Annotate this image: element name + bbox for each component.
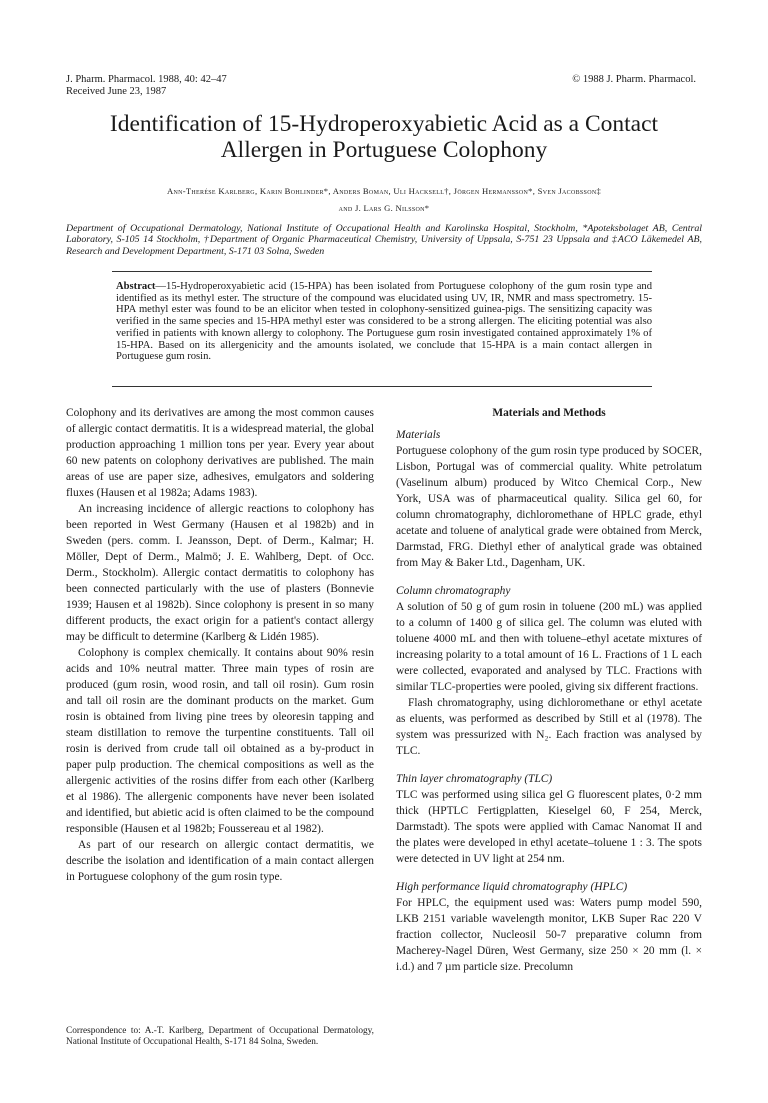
abstract xyxy=(116,281,652,363)
subheading-tlc: Thin layer chromatography (TLC) xyxy=(396,773,553,785)
right-column xyxy=(396,405,702,975)
materials-text: Portuguese colophony of the gum rosin type produced by SOCER, Lisbon, Portugal was of commercial quality. White petrolatum (Vaselinum album) produced by Witco Chemical Corp., New York, USA was of pharmaceutical quality. Silica gel 60, for column chromatography, dichloromethane of HPLC grade, ethyl acetate and toluene of analytical grade were obtained from Merck, Darmstad, FRG. Diethyl ether of analytical grade was obtained from May & Baker Ltd., Dagenham, UK. xyxy=(396,445,702,569)
abstract-label: Abstract xyxy=(116,281,156,292)
flash-chromatography-text: Flash chromatography, using dichloromethane or ethyl acetate as eluents, was performed as described by Still et al (1978). The system was pressurized with N₂. Each fraction was analysed by TLC. xyxy=(396,697,702,757)
section-heading-methods: Materials and Methods xyxy=(492,407,606,419)
column-chromatography-text: A solution of 50 g of gum rosin in toluene (200 mL) was applied to a column of 1400 g of silica gel. The column was eluted with toluene 4000 mL and then with toluene–ethyl acetate mixtures of increasing polarity to a total amount of 16 L. Fractions of 1 L each were collected, evaporated and analysed by TLC. Fractions with similar TLC-properties were pooled, giving six different fractions. xyxy=(396,601,702,693)
abstract-bottom-rule xyxy=(112,386,652,387)
left-column xyxy=(66,405,374,885)
title-line-1: Identification of 15-Hydroperoxyabietic Acid as a Contact xyxy=(109,111,659,137)
journal-citation: J. Pharm. Pharmacol. 1988, 40: 42–47 xyxy=(66,74,227,85)
tlc-text: TLC was performed using silica gel G fluorescent plates, 0·2 mm thick (HPTLC Fertigplatten, Kieselgel 60, F 254, Merck, Darmstadt). The spots were applied with Camac Nanomat II and the plates were developed in ethyl acetate–toluene 1 : 3. The spots were detected in UV light at 254 nm. xyxy=(396,789,702,865)
journal-reference xyxy=(66,74,227,98)
abstract-text: —15-Hydroperoxyabietic acid (15-HPA) has been isolated from Portuguese colophony of the gum rosin type and identified as its methyl ester. The structure of the compound was elucidated using UV, IR, NMR and mass spectrometry. 15-HPA methyl ester was found to be an elicitor when tested in colophony-sensitized guinea-pigs. The sensitizing capacity was verified in the same species and 15-HPA methyl ester was considered to be a strong allergen. The eliciting potential was also verified in patients with known allergy to colophony. The Portuguese gum rosin investigated contained approximately 1% of 15-HPA. Based on its allergenicity and the amounts isolated, we conclude that 15-HPA is a main contact allergen in Portuguese gum rosin. xyxy=(116,281,652,363)
correspondence-note: Correspondence to: A.-T. Karlberg, Department of Occupational Dermatology, National Institute of Occupational Health, S-171 84 Solna, Sweden. xyxy=(66,1026,374,1048)
received-date: Received June 23, 1987 xyxy=(66,86,167,97)
title-line-2: Allergen in Portuguese Colophony xyxy=(220,137,548,163)
subheading-materials: Materials xyxy=(396,429,441,441)
intro-paragraph-3: Colophony is complex chemically. It contains about 90% resin acids and 10% neutral matter. Three main types of rosin are produced (gum rosin, wood rosin, and tall oil rosin). Gum rosin and tall oil rosin are the dominant products on the market. Gum rosin is obtained from living pine trees by oleoresin tapping and steam distillation to remove the turpentine constituents. Tall oil rosin is derived from crude tall oil obtained as a by-product in paper pulp production. The chemical compositions as well as the allergenic activities of the rosins differ from each other (Karlberg et al 1986). The allergenic components have never been isolated and identified, but abietic acid is often claimed to be the compound responsible (Hausen et al 1982b; Foussereau et al 1982). xyxy=(66,647,374,835)
intro-paragraph-2: An increasing incidence of allergic reactions to colophony has been reported in West Germany (Hausen et al 1982b) and in Sweden (pers. comm. I. Jeansson, Dept. of Derm., Kalmar; H. Möller, Dept of Derm., Malmö; J. E. Wahlberg, Dept. of Occ. Derm., Stockholm). Allergic contact dermatitis to colophony has been connected particularly with the use of plasters (Bonnevie 1939; Hausen et al 1982b). Since colophony is present in so many different products, the exact origin for a patient's contact allergy may be difficult to determine (Karlberg & Lidén 1985). xyxy=(66,503,374,643)
copyright-notice: © 1988 J. Pharm. Pharmacol. xyxy=(572,74,696,85)
hplc-text: For HPLC, the equipment used was: Waters pump model 590, LKB 2151 variable wavelength monitor, LKB Super Rac 220 V fraction collector, Nucleosil 50-7 preparative column from Macherey-Nagel Düren, West Germany, size 250 × 20 mm (l. × i.d.) and 7 µm particle size. Precolumn xyxy=(396,897,702,973)
intro-paragraph-1: Colophony and its derivatives are among the most common causes of allergic contact dermatitis. It is a widespread material, the global production approaching 1 million tons per year. Every year about 60 new patents on colophony derivatives are published. The main areas of use are paper size, adhesives, emulgators and soldering fluxes (Hausen et al 1982a; Adams 1983). xyxy=(66,407,374,499)
abstract-top-rule xyxy=(112,271,652,272)
article-title xyxy=(40,111,728,163)
authors-line-1: Ann-Therése Karlberg, Karin Bohlinder*, Anders Boman, Uli Hacksell†, Jörgen Hermansson*, Sven Jacobsson‡ xyxy=(166,186,602,196)
intro-paragraph-4: As part of our research on allergic contact dermatitis, we describe the isolation and identification of a main contact allergen in Portuguese colophony of the gum rosin type. xyxy=(66,839,374,883)
subheading-column-chromatography: Column chromatography xyxy=(396,585,511,597)
affiliations: Department of Occupational Dermatology, National Institute of Occupational Health and Karolinska Hospital, Stockholm, *Apoteksbolaget AB, Central Laboratory, S-105 14 Stockholm, †Department of Organic Pharmaceutical Chemistry, University of Uppsala, S-751 23 Uppsala and ‡ACO Läkemedel AB, Research and Development Department, S-171 03 Solna, Sweden xyxy=(66,223,702,257)
authors-line-2: and J. Lars G. Nilsson* xyxy=(338,203,430,213)
author-list xyxy=(70,183,698,217)
subheading-hplc: High performance liquid chromatography (HPLC) xyxy=(396,881,628,893)
